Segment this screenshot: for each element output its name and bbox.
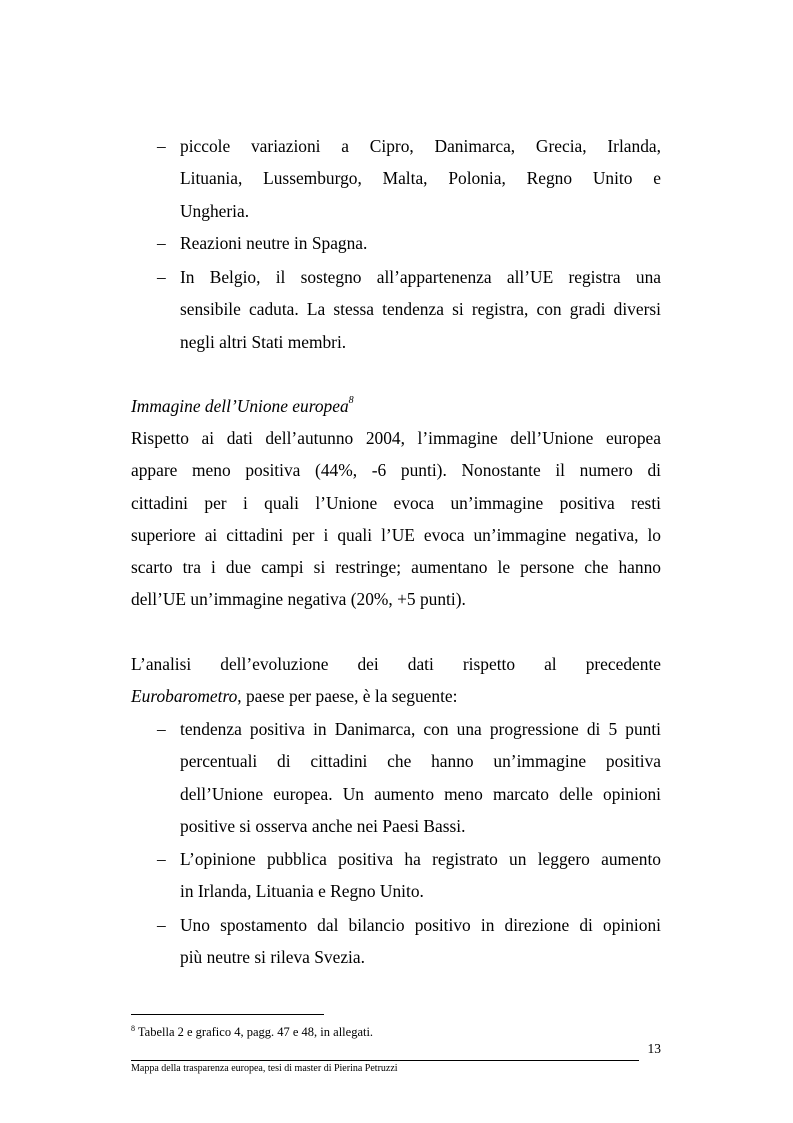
footnote-ref: 8 — [348, 395, 354, 406]
bullet-dash: – — [157, 915, 166, 935]
text-line: scarto tra i due campi si restringe; aumentano le persone che hanno — [131, 557, 661, 578]
text-line: percentuali di cittadini che hanno un’immagine positiva — [180, 751, 661, 772]
footnote — [131, 1024, 373, 1040]
list-item — [180, 843, 661, 908]
text-line: Rispetto ai dati dell’autunno 2004, l’immagine dell’Unione europea — [131, 428, 661, 448]
italic-term: Eurobarometro — [131, 686, 238, 707]
text-line: In Belgio, il sostegno all’appartenenza all’UE registra una — [180, 267, 661, 287]
text-span: , paese per paese, è la seguente: — [237, 686, 458, 707]
analysis-paragraph — [131, 648, 661, 713]
text-line: L’opinione pubblica positiva ha registrato un leggero aumento — [180, 849, 661, 869]
footer-separator — [131, 1060, 639, 1061]
footnote-text: Tabella 2 e grafico 4, pagg. 47 e 48, in allegati. — [137, 1025, 374, 1039]
text-line: dell’UE un’immagine negativa (20%, +5 punti). — [131, 589, 466, 610]
list-item — [180, 130, 661, 227]
text-line: tendenza positiva in Danimarca, con una progressione di 5 punti — [180, 719, 661, 739]
list-item — [180, 909, 661, 974]
bullet-dash: – — [157, 267, 166, 287]
text-line: negli altri Stati membri. — [180, 331, 347, 352]
bullet-dash: – — [157, 233, 166, 253]
bullet-dash: – — [157, 719, 166, 739]
footnote-separator — [131, 1014, 324, 1015]
text-line: Uno spostamento dal bilancio positivo in direzione di opinioni — [180, 915, 661, 935]
text-line: positive si osserva anche nei Paesi Bassi. — [180, 815, 466, 836]
heading-text: Immagine dell’Unione europea — [131, 396, 349, 416]
list-item — [180, 227, 661, 259]
text-line: superiore ai cittadini per i quali l’UE evoca un’immagine negativa, lo — [131, 524, 661, 545]
text-line: Lituania, Lussemburgo, Malta, Polonia, Regno Unito e — [180, 168, 661, 189]
page-number: 13 — [647, 1041, 661, 1056]
text-line: cittadini per i quali l’Unione evoca un’immagine positiva resti — [131, 492, 661, 513]
section-paragraph — [131, 422, 661, 616]
section-heading — [131, 390, 661, 422]
footnote-number: 8 — [131, 1024, 135, 1033]
bullet-dash: – — [157, 136, 166, 156]
text-line: più neutre si rileva Svezia. — [180, 947, 365, 968]
text-line: appare meno positiva (44%, -6 punti). Nonostante il numero di — [131, 460, 661, 481]
text-line: L’analisi dell’evoluzione dei dati rispetto al precedente — [131, 654, 661, 674]
text-line: in Irlanda, Lituania e Regno Unito. — [180, 881, 424, 902]
list-item — [180, 713, 661, 842]
text-line: Ungheria. — [180, 200, 250, 221]
text-line: piccole variazioni a Cipro, Danimarca, Grecia, Irlanda, — [180, 136, 661, 156]
text-line: Reazioni neutre in Spagna. — [180, 233, 368, 253]
bullet-dash: – — [157, 849, 166, 869]
list-item — [180, 261, 661, 358]
text-line: sensibile caduta. La stessa tendenza si registra, con gradi diversi — [180, 299, 661, 320]
text-line: dell’Unione europea. Un aumento meno marcato delle opinioni — [180, 783, 661, 804]
footer-text: Mappa della trasparenza europea, tesi di master di Pierina Petruzzi — [131, 1063, 398, 1074]
